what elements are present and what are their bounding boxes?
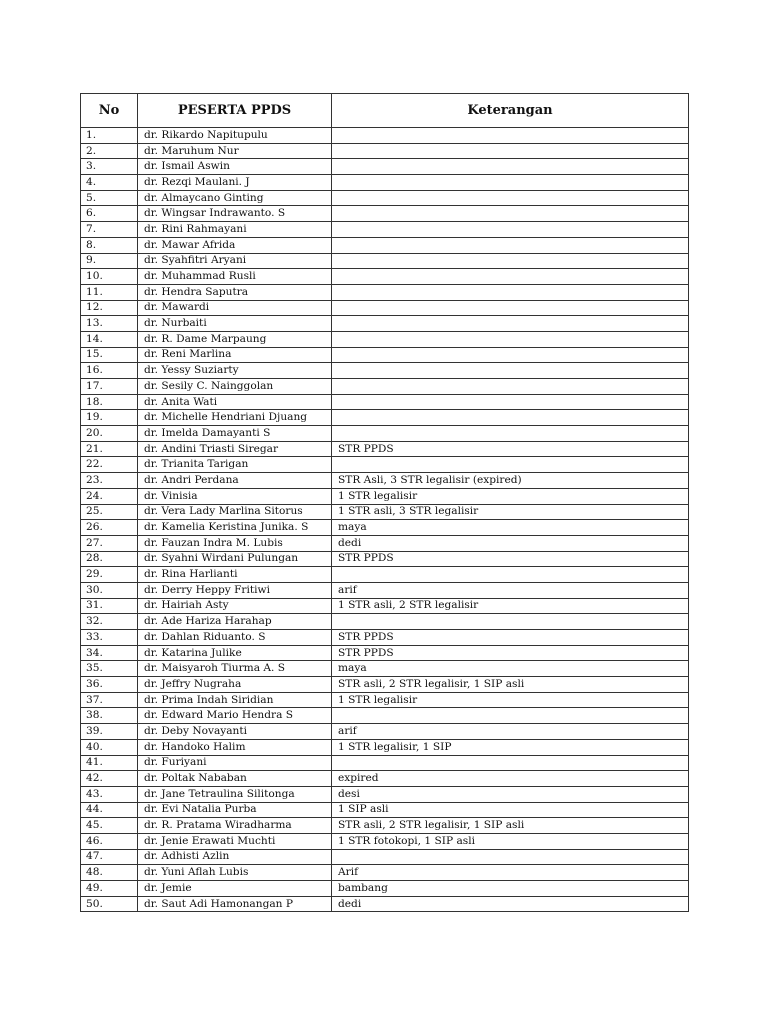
row-number: 34. xyxy=(81,645,138,661)
table-row xyxy=(81,755,689,771)
participant-name: dr. Fauzan Indra M. Lubis xyxy=(138,535,332,551)
table-row xyxy=(81,316,689,332)
table-header xyxy=(81,94,689,128)
table-row xyxy=(81,551,689,567)
keterangan-cell: 1 STR asli, 3 STR legalisir xyxy=(332,504,689,520)
keterangan-cell: STR asli, 2 STR legalisir, 1 SIP asli xyxy=(332,677,689,693)
row-number: 33. xyxy=(81,630,138,646)
row-number: 25. xyxy=(81,504,138,520)
keterangan-cell: 1 STR legalisir xyxy=(332,692,689,708)
keterangan-cell xyxy=(332,363,689,379)
keterangan-cell xyxy=(332,206,689,222)
keterangan-cell xyxy=(332,128,689,144)
row-number: 19. xyxy=(81,410,138,426)
table-row xyxy=(81,504,689,520)
keterangan-cell: STR PPDS xyxy=(332,441,689,457)
participant-name: dr. Mawardi xyxy=(138,300,332,316)
table-row xyxy=(81,535,689,551)
keterangan-cell: 1 STR legalisir, 1 SIP xyxy=(332,739,689,755)
row-number: 5. xyxy=(81,190,138,206)
keterangan-cell: 1 STR fotokopi, 1 SIP asli xyxy=(332,833,689,849)
table-row xyxy=(81,331,689,347)
table-row xyxy=(81,143,689,159)
participant-name: dr. Anita Wati xyxy=(138,394,332,410)
keterangan-cell: STR PPDS xyxy=(332,551,689,567)
row-number: 8. xyxy=(81,237,138,253)
participant-name: dr. R. Dame Marpaung xyxy=(138,331,332,347)
row-number: 49. xyxy=(81,881,138,897)
participant-name: dr. Andini Triasti Siregar xyxy=(138,441,332,457)
keterangan-cell: STR PPDS xyxy=(332,645,689,661)
participant-name: dr. Ismail Aswin xyxy=(138,159,332,175)
table-row xyxy=(81,237,689,253)
row-number: 41. xyxy=(81,755,138,771)
row-number: 9. xyxy=(81,253,138,269)
row-number: 46. xyxy=(81,833,138,849)
keterangan-cell xyxy=(332,222,689,238)
row-number: 14. xyxy=(81,331,138,347)
table-row xyxy=(81,394,689,410)
row-number: 11. xyxy=(81,284,138,300)
participant-name: dr. Reni Marlina xyxy=(138,347,332,363)
participant-name: dr. Hendra Saputra xyxy=(138,284,332,300)
participant-name: dr. Rezqi Maulani. J xyxy=(138,175,332,191)
row-number: 38. xyxy=(81,708,138,724)
participant-name: dr. Syahni Wirdani Pulungan xyxy=(138,551,332,567)
keterangan-cell: dedi xyxy=(332,535,689,551)
participant-name: dr. Dahlan Riduanto. S xyxy=(138,630,332,646)
participant-name: dr. Mawar Afrida xyxy=(138,237,332,253)
participant-name: dr. Wingsar Indrawanto. S xyxy=(138,206,332,222)
participant-name: dr. Rini Rahmayani xyxy=(138,222,332,238)
participant-name: dr. Katarina Julike xyxy=(138,645,332,661)
participant-name: dr. Rikardo Napitupulu xyxy=(138,128,332,144)
table-row xyxy=(81,222,689,238)
row-number: 16. xyxy=(81,363,138,379)
table-row xyxy=(81,300,689,316)
participant-name: dr. Andri Perdana xyxy=(138,473,332,489)
row-number: 44. xyxy=(81,802,138,818)
participant-name: dr. Jane Tetraulina Silitonga xyxy=(138,786,332,802)
keterangan-cell: STR PPDS xyxy=(332,630,689,646)
row-number: 6. xyxy=(81,206,138,222)
keterangan-cell xyxy=(332,300,689,316)
keterangan-cell: arif xyxy=(332,582,689,598)
row-number: 24. xyxy=(81,488,138,504)
row-number: 32. xyxy=(81,614,138,630)
table-row xyxy=(81,708,689,724)
row-number: 45. xyxy=(81,818,138,834)
table-row xyxy=(81,441,689,457)
row-number: 3. xyxy=(81,159,138,175)
participant-name: dr. Ade Hariza Harahap xyxy=(138,614,332,630)
table-row xyxy=(81,284,689,300)
row-number: 31. xyxy=(81,598,138,614)
participant-name: dr. Vinisia xyxy=(138,488,332,504)
keterangan-cell xyxy=(332,849,689,865)
keterangan-cell xyxy=(332,379,689,395)
keterangan-cell xyxy=(332,237,689,253)
row-number: 29. xyxy=(81,567,138,583)
row-number: 26. xyxy=(81,520,138,536)
table-row xyxy=(81,692,689,708)
table-row xyxy=(81,175,689,191)
participant-name: dr. Sesily C. Nainggolan xyxy=(138,379,332,395)
table-row xyxy=(81,582,689,598)
table-row xyxy=(81,865,689,881)
row-number: 35. xyxy=(81,661,138,677)
keterangan-cell: STR asli, 2 STR legalisir, 1 SIP asli xyxy=(332,818,689,834)
table-row xyxy=(81,567,689,583)
table-row xyxy=(81,724,689,740)
keterangan-cell xyxy=(332,316,689,332)
table-row xyxy=(81,520,689,536)
table-row xyxy=(81,426,689,442)
participant-name: dr. Trianita Tarigan xyxy=(138,457,332,473)
keterangan-cell xyxy=(332,567,689,583)
participant-name: dr. Michelle Hendriani Djuang xyxy=(138,410,332,426)
table-row xyxy=(81,630,689,646)
table-row xyxy=(81,896,689,912)
keterangan-cell xyxy=(332,159,689,175)
participant-name: dr. Muhammad Rusli xyxy=(138,269,332,285)
table-row xyxy=(81,347,689,363)
row-number: 37. xyxy=(81,692,138,708)
participant-name: dr. Maisyaroh Tiurma A. S xyxy=(138,661,332,677)
table-row xyxy=(81,190,689,206)
header-keterangan: Keterangan xyxy=(332,94,689,128)
participant-name: dr. Kamelia Keristina Junika. S xyxy=(138,520,332,536)
header-no: No xyxy=(81,94,138,128)
participant-name: dr. Edward Mario Hendra S xyxy=(138,708,332,724)
table-row xyxy=(81,128,689,144)
participants-table xyxy=(80,93,689,912)
row-number: 21. xyxy=(81,441,138,457)
participant-name: dr. Poltak Nababan xyxy=(138,771,332,787)
participant-name: dr. Handoko Halim xyxy=(138,739,332,755)
header-row xyxy=(81,94,689,128)
keterangan-cell xyxy=(332,426,689,442)
keterangan-cell: expired xyxy=(332,771,689,787)
participant-name: dr. Rina Harlianti xyxy=(138,567,332,583)
keterangan-cell xyxy=(332,143,689,159)
keterangan-cell: dedi xyxy=(332,896,689,912)
participant-name: dr. Furiyani xyxy=(138,755,332,771)
table-row xyxy=(81,269,689,285)
row-number: 27. xyxy=(81,535,138,551)
row-number: 40. xyxy=(81,739,138,755)
keterangan-cell: 1 STR asli, 2 STR legalisir xyxy=(332,598,689,614)
row-number: 17. xyxy=(81,379,138,395)
row-number: 43. xyxy=(81,786,138,802)
table-row xyxy=(81,206,689,222)
keterangan-cell xyxy=(332,269,689,285)
participant-name: dr. Derry Heppy Fritiwi xyxy=(138,582,332,598)
row-number: 1. xyxy=(81,128,138,144)
row-number: 13. xyxy=(81,316,138,332)
table-row xyxy=(81,598,689,614)
row-number: 50. xyxy=(81,896,138,912)
row-number: 2. xyxy=(81,143,138,159)
keterangan-cell xyxy=(332,614,689,630)
participant-name: dr. R. Pratama Wiradharma xyxy=(138,818,332,834)
keterangan-cell: maya xyxy=(332,520,689,536)
keterangan-cell: STR Asli, 3 STR legalisir (expired) xyxy=(332,473,689,489)
table-row xyxy=(81,253,689,269)
table-row xyxy=(81,614,689,630)
keterangan-cell xyxy=(332,755,689,771)
keterangan-cell: arif xyxy=(332,724,689,740)
participant-name: dr. Saut Adi Hamonangan P xyxy=(138,896,332,912)
row-number: 10. xyxy=(81,269,138,285)
table-row xyxy=(81,818,689,834)
keterangan-cell: 1 SIP asli xyxy=(332,802,689,818)
row-number: 30. xyxy=(81,582,138,598)
participant-name: dr. Nurbaiti xyxy=(138,316,332,332)
table-row xyxy=(81,363,689,379)
row-number: 7. xyxy=(81,222,138,238)
row-number: 23. xyxy=(81,473,138,489)
row-number: 36. xyxy=(81,677,138,693)
keterangan-cell: maya xyxy=(332,661,689,677)
table-row xyxy=(81,645,689,661)
participant-name: dr. Adhisti Azlin xyxy=(138,849,332,865)
header-peserta: PESERTA PPDS xyxy=(138,94,332,128)
table-body xyxy=(81,128,689,912)
participant-name: dr. Jenie Erawati Muchti xyxy=(138,833,332,849)
row-number: 22. xyxy=(81,457,138,473)
keterangan-cell xyxy=(332,175,689,191)
row-number: 4. xyxy=(81,175,138,191)
participant-name: dr. Jemie xyxy=(138,881,332,897)
row-number: 39. xyxy=(81,724,138,740)
table-row xyxy=(81,159,689,175)
participant-name: dr. Syahfitri Aryani xyxy=(138,253,332,269)
row-number: 28. xyxy=(81,551,138,567)
participant-name: dr. Jeffry Nugraha xyxy=(138,677,332,693)
table-row xyxy=(81,661,689,677)
keterangan-cell: 1 STR legalisir xyxy=(332,488,689,504)
row-number: 18. xyxy=(81,394,138,410)
table-row xyxy=(81,739,689,755)
participant-name: dr. Evi Natalia Purba xyxy=(138,802,332,818)
table-row xyxy=(81,802,689,818)
keterangan-cell xyxy=(332,457,689,473)
table-row xyxy=(81,677,689,693)
keterangan-cell: bambang xyxy=(332,881,689,897)
table-row xyxy=(81,833,689,849)
keterangan-cell xyxy=(332,284,689,300)
participant-name: dr. Prima Indah Siridian xyxy=(138,692,332,708)
table-row xyxy=(81,488,689,504)
participant-name: dr. Deby Novayanti xyxy=(138,724,332,740)
table-row xyxy=(81,379,689,395)
keterangan-cell xyxy=(332,253,689,269)
row-number: 42. xyxy=(81,771,138,787)
participant-name: dr. Hairiah Asty xyxy=(138,598,332,614)
keterangan-cell xyxy=(332,347,689,363)
keterangan-cell xyxy=(332,331,689,347)
participant-name: dr. Vera Lady Marlina Sitorus xyxy=(138,504,332,520)
row-number: 47. xyxy=(81,849,138,865)
table-row xyxy=(81,881,689,897)
row-number: 12. xyxy=(81,300,138,316)
table-row xyxy=(81,849,689,865)
participant-name: dr. Almaycano Ginting xyxy=(138,190,332,206)
table-row xyxy=(81,473,689,489)
keterangan-cell xyxy=(332,410,689,426)
keterangan-cell xyxy=(332,394,689,410)
keterangan-cell: Arif xyxy=(332,865,689,881)
table-row xyxy=(81,457,689,473)
keterangan-cell xyxy=(332,708,689,724)
table-row xyxy=(81,786,689,802)
table-row xyxy=(81,410,689,426)
row-number: 20. xyxy=(81,426,138,442)
participant-name: dr. Imelda Damayanti S xyxy=(138,426,332,442)
participant-name: dr. Maruhum Nur xyxy=(138,143,332,159)
row-number: 15. xyxy=(81,347,138,363)
table-row xyxy=(81,771,689,787)
row-number: 48. xyxy=(81,865,138,881)
keterangan-cell: desi xyxy=(332,786,689,802)
participant-name: dr. Yessy Suziarty xyxy=(138,363,332,379)
keterangan-cell xyxy=(332,190,689,206)
participant-name: dr. Yuni Aflah Lubis xyxy=(138,865,332,881)
